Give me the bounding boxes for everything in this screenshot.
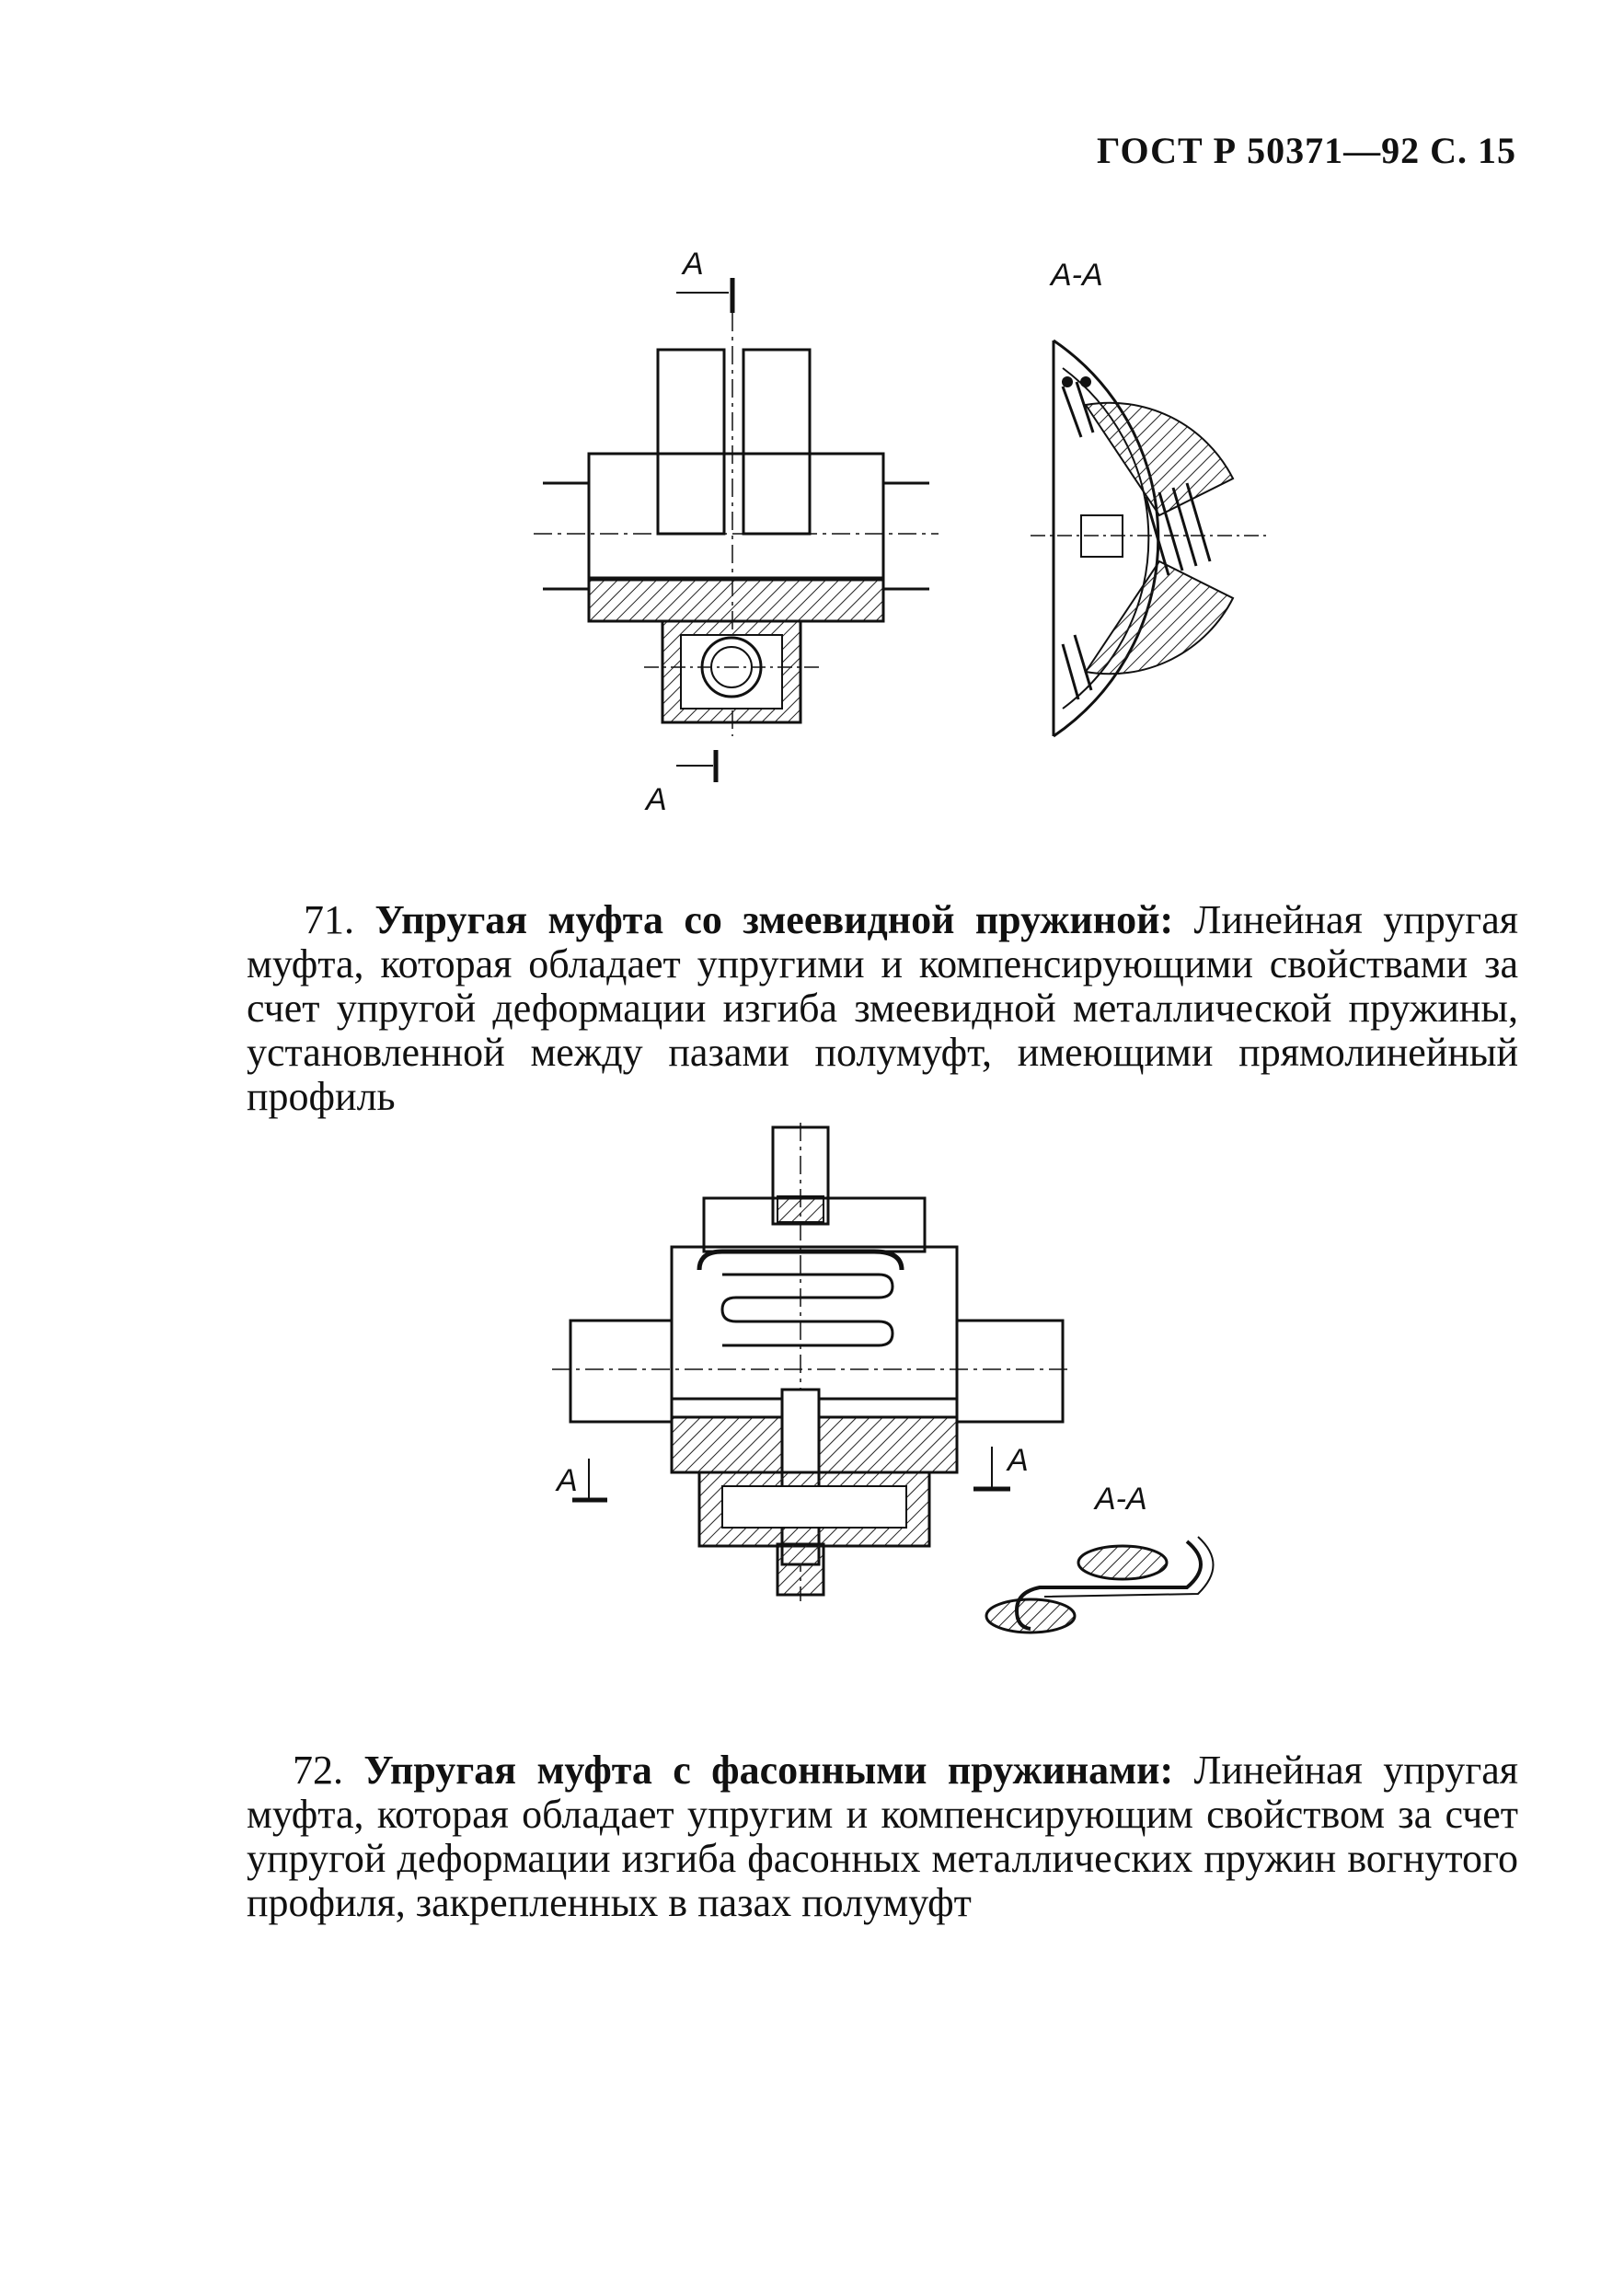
item-72-term: Упругая муфта с фасонными пружинами:	[363, 1748, 1174, 1793]
section-marker-a-left: А	[557, 1463, 578, 1498]
item-72-definition: Линейная упругая муфта, которая обладает упругим и компенсирующим свойством за счет упругой деформации изгиба фасонных металлических пружин вогнутого профиля, закрепленных в пазах полумуфт	[247, 1748, 1519, 1925]
item-71	[247, 898, 1518, 1119]
item-71-number: 71.	[304, 897, 354, 942]
figure-72-drawing	[552, 1123, 1215, 1638]
section-marker-a-top: А	[683, 247, 704, 282]
page-header: ГОСТ Р 50371—92 С. 15	[1097, 130, 1516, 171]
figure-71	[515, 239, 1270, 828]
item-72-number: 72.	[293, 1748, 343, 1793]
section-marker-a-right: А	[1008, 1443, 1029, 1478]
section-view-label: А-А	[1051, 258, 1103, 293]
item-71-term: Упругая муфта со змеевидной пружиной:	[374, 897, 1174, 942]
item-72	[247, 1748, 1518, 1925]
section-view-label-2: А-А	[1095, 1482, 1147, 1517]
figure-71-drawing	[515, 239, 1270, 828]
item-71-definition: Линейная упругая муфта, которая обладает упругими и компенсирующими свойствами за счет упругой деформации изгиба змеевидной металлической пружины, установленной между пазами полумуфт, имеющими прямолинейный профиль	[247, 897, 1518, 1119]
section-marker-a-bottom: А	[646, 782, 667, 817]
figure-72	[552, 1123, 1215, 1638]
